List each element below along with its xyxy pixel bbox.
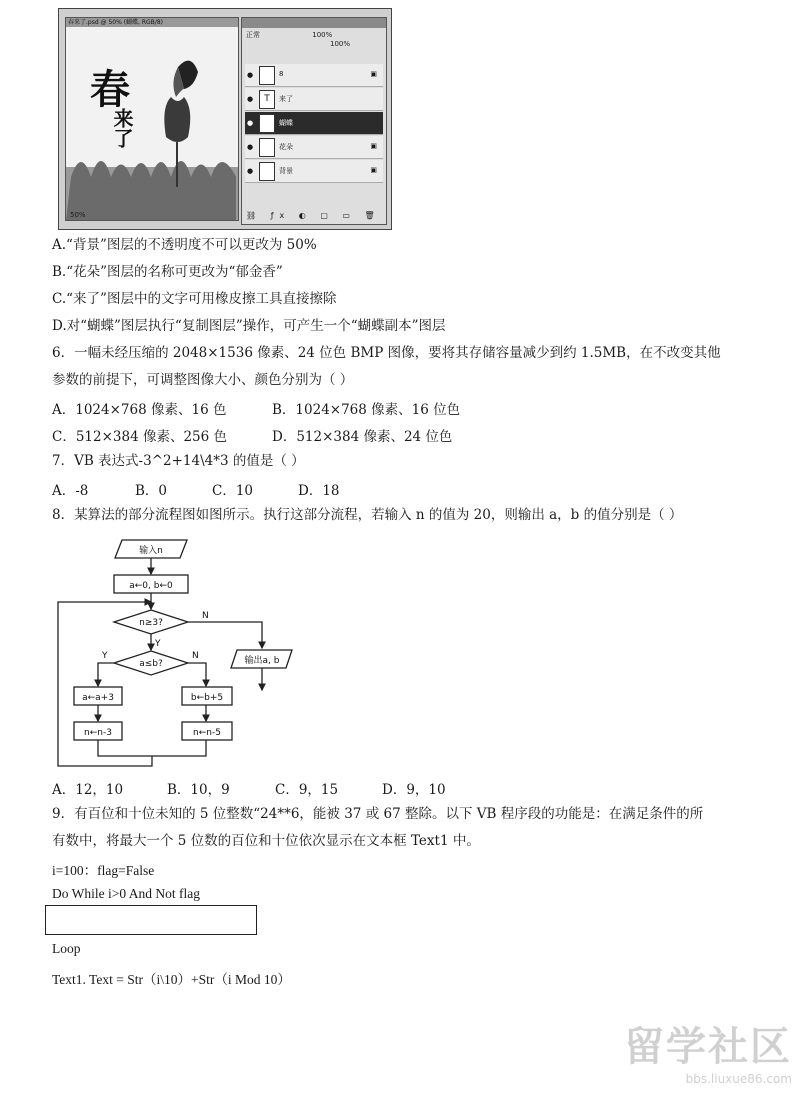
lock-icon: ▣: [370, 166, 377, 174]
flowchart-yes-label-2: Y: [102, 651, 108, 661]
eye-icon[interactable]: ●: [247, 95, 254, 103]
q9-code-line3: Loop: [52, 941, 81, 956]
layer-thumbnail: [259, 66, 275, 85]
q6-option-c: C．512×384 像素、256 色: [52, 429, 228, 445]
layer-name: 8: [279, 70, 284, 78]
flowchart-init-label: a←0, b←0: [129, 581, 173, 591]
flowchart-b-update-label: b←b+5: [190, 693, 224, 703]
ps-canvas: [65, 17, 239, 221]
q5-option-a: A.“背景”图层的不透明度不可以更改为 50%: [52, 237, 317, 253]
layer-thumbnail: T: [259, 90, 275, 109]
q9-code-line4: Text1. Text = Str（i\10）+Str（i Mod 10）: [52, 972, 291, 987]
layer-name: 背景: [279, 167, 293, 175]
flowchart-a-update-label: a←a+3: [82, 693, 114, 703]
q9-stem-line1: 9．有百位和十位未知的 5 位整数“24**6，能被 37 或 67 整除。以下 VB 程序段的功能是：在满足条件的所: [52, 806, 704, 822]
lock-icon: ▣: [370, 142, 377, 150]
layer-row[interactable]: [245, 64, 383, 87]
layer-row[interactable]: [245, 136, 383, 159]
flowchart-yes-label-1: Y: [155, 639, 161, 649]
layers-panel-options: [246, 30, 380, 48]
opacity-field[interactable]: 100%: [312, 31, 333, 39]
flowchart-cond2-label: a≤b?: [139, 659, 163, 669]
layer-thumbnail: [259, 114, 275, 133]
flowchart-input-label: 输入n: [139, 546, 163, 556]
layer-row-selected[interactable]: [245, 112, 383, 135]
fill-field[interactable]: 100%: [330, 40, 351, 48]
ps-zoom-status: 50%: [70, 211, 86, 219]
layer-name: 来了: [279, 95, 293, 103]
eye-icon[interactable]: ●: [247, 167, 254, 175]
layer-thumbnail: [259, 162, 275, 181]
q7-option-a: A．-8: [52, 483, 89, 499]
layers-panel-footer-icons[interactable]: ⛓ ƒx ◐ ▢ ▭ 🗑: [246, 211, 381, 220]
layers-panel-tabs: [242, 18, 386, 28]
eye-icon[interactable]: ●: [247, 119, 254, 127]
layer-name: 蝴蝶: [279, 119, 293, 127]
q8-option-d: D．9，10: [382, 782, 446, 798]
tulip-image: [66, 27, 238, 220]
lock-icon: ▣: [370, 70, 377, 78]
flowchart-output-label: 输出a, b: [244, 656, 280, 666]
q7-option-b: B．0: [135, 483, 168, 499]
q9-stem-line2: 有数中，将最大一个 5 位数的百位和十位依次显示在文本框 Text1 中。: [52, 833, 480, 849]
canvas-title-chun: 春: [90, 66, 130, 113]
q6-option-a: A．1024×768 像素、16 色: [52, 402, 227, 418]
layer-row[interactable]: [245, 160, 383, 183]
q8-stem: 8．某算法的部分流程图如图所示。执行这部分流程，若输入 n 的值为 20，则输出 a，b 的值分别是（ ）: [52, 507, 683, 523]
eye-icon[interactable]: ●: [247, 71, 254, 79]
q5-option-d: D.对“蝴蝶”图层执行“复制图层”操作，可产生一个“蝴蝶副本”图层: [52, 318, 446, 334]
flowchart-no-label-2: N: [192, 651, 199, 661]
q7-stem: 7．VB 表达式-3^2+14\4*3 的值是（ ）: [52, 453, 305, 469]
q7-option-d: D．18: [298, 483, 340, 499]
q6-option-d: D．512×384 像素、24 位色: [272, 429, 453, 445]
flowchart-no-label-1: N: [202, 611, 209, 621]
q6-stem-line2: 参数的前提下，可调整图像大小、颜色分别为（ ）: [52, 372, 354, 388]
q9-code-line2: Do While i>0 And Not flag: [52, 886, 200, 901]
ps-window-title: 春来了.psd @ 50% (蝴蝶, RGB/8): [66, 18, 238, 27]
watermark: [624, 1015, 792, 1086]
layer-thumbnail: [259, 138, 275, 157]
q6-option-b: B．1024×768 像素、16 位色: [272, 402, 461, 418]
q5-option-b: B.“花朵”图层的名称可更改为“郁金香”: [52, 264, 283, 280]
watermark-url: bbs.liuxue86.com: [685, 1072, 792, 1086]
flowchart: [52, 530, 302, 775]
flowchart-n-left-label: n←n-3: [84, 728, 112, 738]
flowchart-cond1-label: n≥3?: [139, 618, 163, 628]
watermark-title: 留学社区: [624, 1024, 792, 1070]
q8-option-b: B．10，9: [167, 782, 230, 798]
eye-icon[interactable]: ●: [247, 143, 254, 151]
canvas-title-laile: 来了: [110, 108, 134, 148]
q8-option-a: A．12，10: [52, 782, 124, 798]
q6-stem-line1: 6．一幅未经压缩的 2048×1536 像素、24 位色 BMP 图像，要将其存储容量减少到约 1.5MB，在不改变其他: [52, 345, 721, 361]
q5-option-c: C.“来了”图层中的文字可用橡皮擦工具直接擦除: [52, 291, 337, 307]
q7-option-c: C．10: [212, 483, 254, 499]
blend-mode-select[interactable]: 正常: [246, 31, 260, 39]
layer-name: 花朵: [279, 143, 293, 151]
photoshop-screenshot: [58, 8, 392, 230]
q9-blank-answer-box[interactable]: [45, 905, 257, 935]
layer-row[interactable]: [245, 88, 383, 111]
layers-panel: [241, 17, 387, 225]
q9-code-line1: i=100：flag=False: [52, 863, 155, 878]
q8-option-c: C．9，15: [275, 782, 339, 798]
flowchart-n-right-label: n←n-5: [193, 728, 221, 738]
